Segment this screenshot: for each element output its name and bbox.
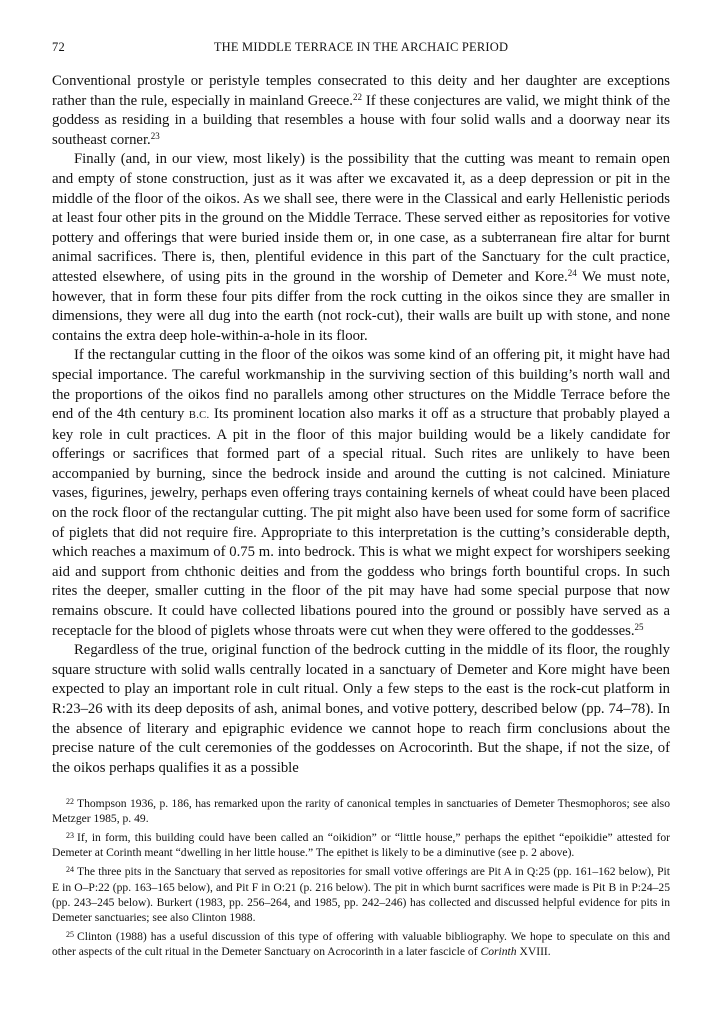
footnote-number: 23 xyxy=(66,831,74,841)
era-abbreviation: B.C. xyxy=(188,410,210,422)
paragraph-text: Conventional prostyle or peristyle temples consecrated to this deity and her daughter are exceptions rather than the rule, especially in mainland Greece. xyxy=(52,73,670,109)
paragraph-1 xyxy=(52,72,670,150)
footnote-number: 24 xyxy=(66,865,74,875)
body-text xyxy=(52,72,670,778)
footnotes xyxy=(52,796,670,963)
footnote-23 xyxy=(52,830,670,861)
footnote-ref-22[interactable]: 22 xyxy=(352,91,362,102)
footnote-number: 22 xyxy=(66,797,74,806)
paragraph-3 xyxy=(52,346,670,641)
running-title: THE MIDDLE TERRACE IN THE ARCHAIC PERIOD xyxy=(213,40,509,54)
footnote-text: Clinton (1988) has a useful discussion of this type of offering with valuable bibliography. We hope to speculate on this and other aspects of the cult ritual in the Demeter Sanctuary on Acrocorinth in a later fascicle of xyxy=(52,930,670,959)
footnote-number: 25 xyxy=(66,930,74,940)
footnote-text: XVIII. xyxy=(516,945,551,959)
footnote-ref-24[interactable]: 24 xyxy=(567,267,577,278)
paragraph-text: Finally (and, in our view, most likely) is the possibility that the cutting was meant to remain open and empty of stone construction, just as it was after we excavated it, as a deep depression or pit in the middle of the floor of the oikos. As we shall see, there were in the Classical and early Hellenistic periods at least four other pits in the ground on the Middle Terrace. These served either as repositories for votive pottery and offerings that were buried inside them or, in one case, as a subterranean fire altar for burnt animal sacrifices. There is, then, plentiful evidence in this part of the Sanctuary for the cult practice, attested elsewhere, of using pits in the ground in the worship of Demeter and Kore. xyxy=(52,151,670,285)
paragraph-text: Regardless of the true, original function of the bedrock cutting in the middle of its floor, the roughly square structure with solid walls centrally located in a sanctuary of Demeter and Kore might have been expected to play an important role in cult ritual. Only a few steps to the east is the rock-cut platform in R:23–26 with its deep deposits of ash, animal bones, and votive pottery, described below (pp. 74–78). In the absence of literary and epigraphic evidence we cannot hope to reach firm conclusions about the precise nature of the cult ceremonies of the goddesses on Acrocorinth. But the shape, if not the size, of the oikos perhaps qualifies it as a possible xyxy=(52,642,670,776)
footnote-22 xyxy=(52,796,670,827)
paragraph-2 xyxy=(52,150,670,346)
footnote-25 xyxy=(52,929,670,960)
paragraph-text: We must note, however, that in form these four pits differ from the rock cutting in the oikos since they are smaller in dimensions, they were all dug into the earth (not rock-cut), their walls are built up with stone, and none contains the extra deep hole-within-a-hole in its floor. xyxy=(52,268,670,344)
footnote-ref-25[interactable]: 25 xyxy=(634,621,644,632)
footnote-text: Thompson 1936, p. 186, has remarked upon the rarity of canonical temples in sanctuaries of Demeter Thesmophoros; see also Metzger 1985, p. 49. xyxy=(52,797,670,826)
footnote-24 xyxy=(52,864,670,925)
paragraph-text: If these conjectures are valid, we might think of the goddess as residing in a building that resembles a house with four solid walls and a doorway near its southeast corner. xyxy=(52,92,671,148)
page-number: 72 xyxy=(52,40,65,54)
footnote-text: If, in form, this building could have been called an “oikidion” or “little house,” perhaps the epithet “epoikidie” attested for Demeter at Corinth meant “dwelling in her little house.” The epithet is likely to be a diminutive (see p. 2 above). xyxy=(52,831,670,860)
footnote-text: The three pits in the Sanctuary that served as repositories for small votive offerings are Pit A in Q:25 (pp. 161–162 below), Pit E in O–P:22 (pp. 163–165 below), and Pit F in O:21 (p. 216 below). The pit in which burnt sacrifices were made is Pit B in P:24–25 (pp. 243–245 below). Burkert (1983, pp. 256–264, and 1985, pp. 242–246) has collected and discussed helpful evidence for pits in Demeter sanctuaries; see also Clinton 1988. xyxy=(52,865,670,925)
footnote-ref-23[interactable]: 23 xyxy=(150,130,160,141)
paragraph-4 xyxy=(52,641,670,778)
page-header xyxy=(52,40,670,60)
book-title: Corinth xyxy=(480,945,517,959)
paragraph-text: Its prominent location also marks it off as a structure that probably played a key role in cult practices. A pit in the floor of this major building would be a likely candidate for offerings or sacrifices that formed part of a special ritual. Such rites are unlikely to have been accompanied by burning, since the bedrock inside and around the cutting is not calcined. Miniature vases, figurines, jewelry, perhaps even offering trays containing kernels of wheat could have been placed on the rock floor of the rectangular cutting. The pit might also have been used for some form of sacrifice of piglets that did not require fire. Appropriate to this interpretation is the cutting’s considerable depth, which reaches a maximum of 0.75 m. into bedrock. This is what we might expect for worshipers seeking aid and support from chthonic deities and from the goddess who brings forth bountiful crops. In such rites the deeper, smaller cutting in the floor of the pit may have had some special purpose that now remains obscure. It could have collected libations poured into the ground or possibly have served as a receptacle for the blood of piglets whose throats were cut when they were offered to the goddesses. xyxy=(52,406,670,639)
paragraph-text: If the rectangular cutting in the floor of the oikos was some kind of an offering pit, it might have had special importance. The careful workmanship in the surviving section of this building’s north wall and the proportions of the oikos find no parallels among other structures on the Middle Terrace before the end of the 4th century xyxy=(52,347,670,423)
